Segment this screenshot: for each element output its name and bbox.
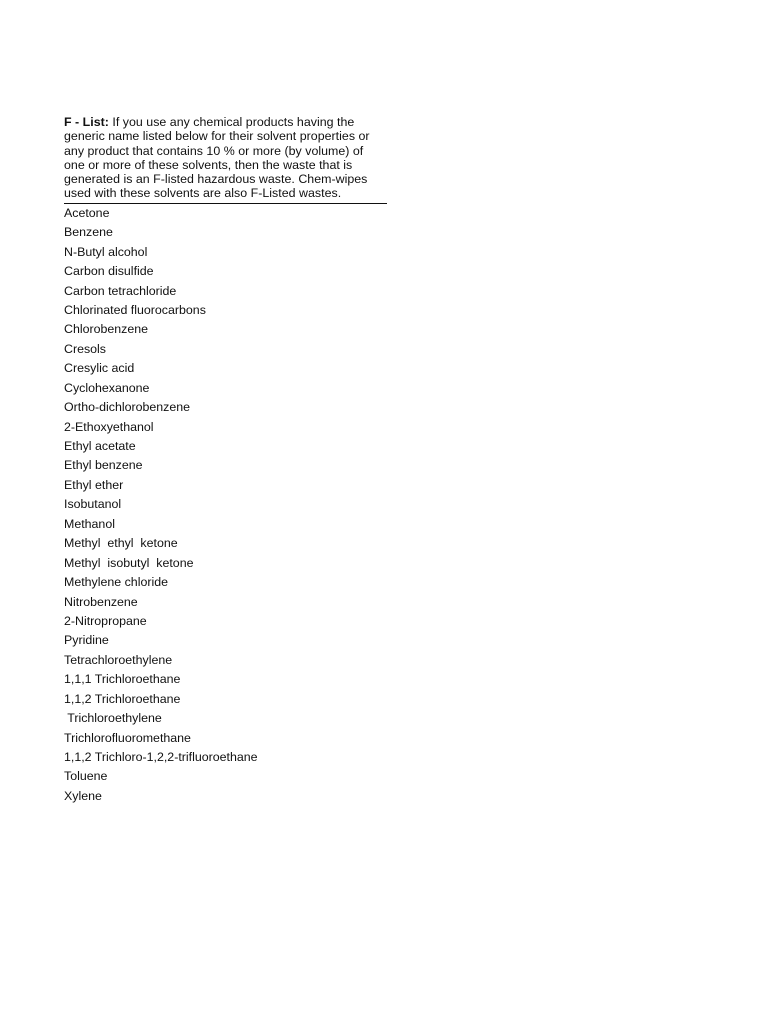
list-item: Tetrachloroethylene xyxy=(64,652,173,667)
list-item: 1,1,1 Trichloroethane xyxy=(64,672,181,687)
list-item: Cyclohexanone xyxy=(64,380,150,395)
list-item: Toluene xyxy=(64,769,108,784)
list-item: Ortho-dichlorobenzene xyxy=(64,400,191,415)
list-item: Methyl isobutyl ketone xyxy=(64,555,194,570)
list-item: 1,1,2 Trichloroethane xyxy=(64,691,181,706)
intro-line: used with these solvents are also F-Listed wastes. xyxy=(64,186,342,201)
list-item: 1,1,2 Trichloro-1,2,2-trifluoroethane xyxy=(64,750,258,765)
list-item: Pyridine xyxy=(64,633,109,648)
list-item: Methylene chloride xyxy=(64,575,169,590)
list-item: 2-Ethoxyethanol xyxy=(64,419,154,434)
list-item: 2-Nitropropane xyxy=(64,613,147,628)
list-item: Cresylic acid xyxy=(64,361,135,376)
list-item: Ethyl acetate xyxy=(64,439,136,454)
intro-line: If you use any chemical products having the xyxy=(112,115,355,129)
list-item: Xylene xyxy=(64,788,102,803)
intro-line: any product that contains 10 % or more (by volume) of xyxy=(64,143,364,158)
list-item: Chlorobenzene xyxy=(64,322,149,337)
intro-line: one or more of these solvents, then the waste that is xyxy=(64,157,353,172)
list-item: Trichloroethylene xyxy=(64,711,162,726)
document-page xyxy=(64,115,387,806)
list-item: Ethyl benzene xyxy=(64,458,143,473)
list-item: Ethyl ether xyxy=(64,477,124,492)
list-item: Methyl ethyl ketone xyxy=(64,536,178,551)
list-item: Carbon tetrachloride xyxy=(64,283,177,298)
list-item: Benzene xyxy=(64,225,113,240)
f-list-label: F - List: xyxy=(64,115,109,129)
chemical-list xyxy=(64,204,387,807)
list-item: Trichlorofluoromethane xyxy=(64,730,191,745)
f-list-intro xyxy=(64,115,387,204)
list-item: Carbon disulfide xyxy=(64,264,154,279)
list-item: Acetone xyxy=(64,205,110,220)
list-item: Cresols xyxy=(64,341,106,356)
list-item: Methanol xyxy=(64,516,115,531)
list-item: N-Butyl alcohol xyxy=(64,244,148,259)
list-item: Isobutanol xyxy=(64,497,122,512)
intro-line: generated is an F-listed hazardous waste. Chem-wipes xyxy=(64,172,368,187)
intro-line: generic name listed below for their solvent properties or xyxy=(64,129,370,144)
list-item: Chlorinated fluorocarbons xyxy=(64,302,206,317)
list-item: Nitrobenzene xyxy=(64,594,138,609)
